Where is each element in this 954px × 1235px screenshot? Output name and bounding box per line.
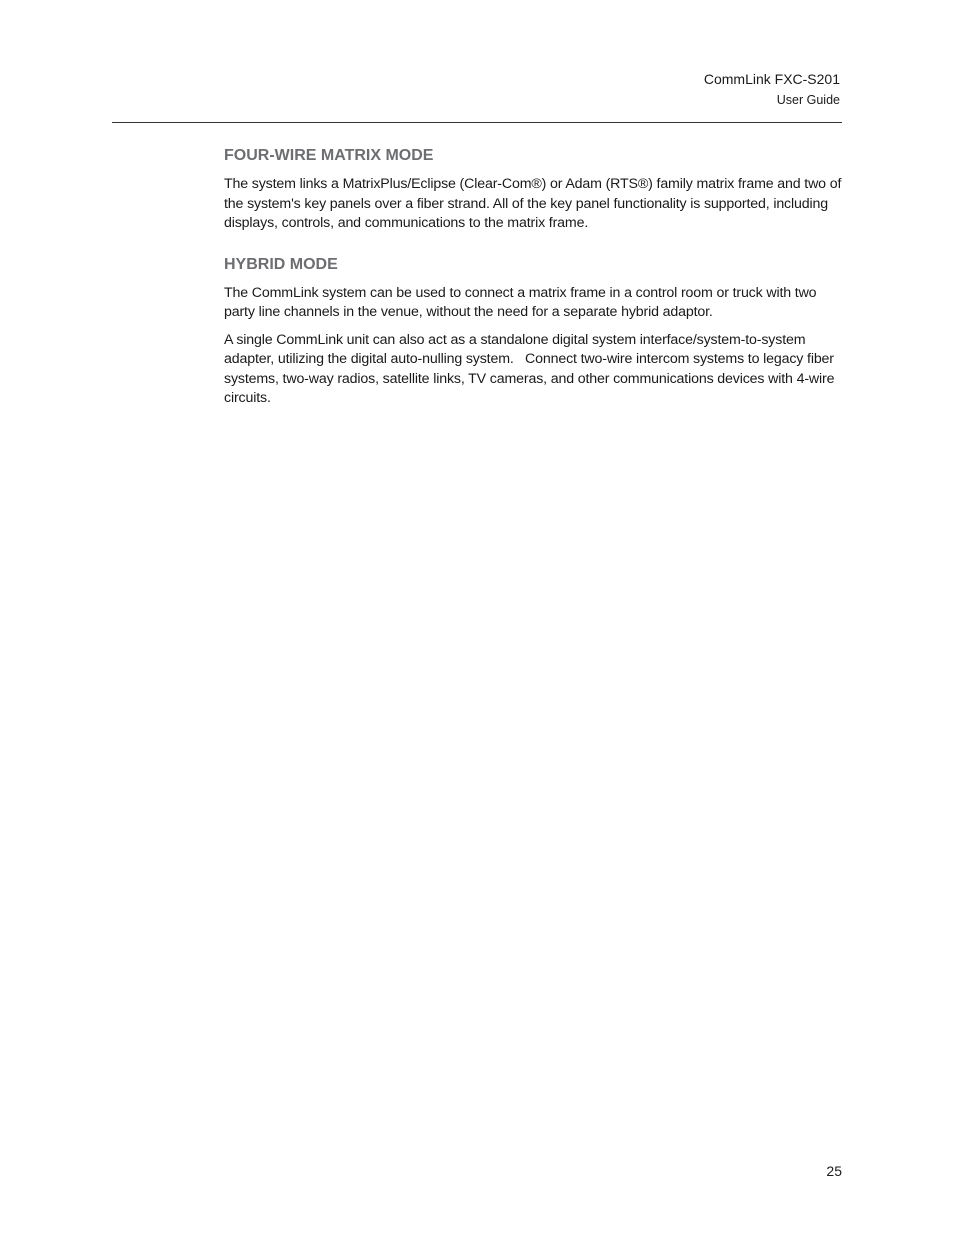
paragraph: A single CommLink unit can also act as a standalone digital system interface/system-to-system adapter, utilizing the digital auto-nulling system. Connect two-wire intercom systems to legacy fiber systems, two-way radios, satellite links, TV cameras, and other communications devices with 4-wire circuits. <box>224 331 839 406</box>
paragraph: The CommLink system can be used to connect a matrix frame in a control room or truck with two party line channels in the venue, without the need for a separate hybrid adaptor. <box>224 284 817 320</box>
header-divider <box>112 122 842 123</box>
section-four-wire-matrix-mode <box>224 146 844 234</box>
running-header <box>704 70 840 109</box>
page-number: 25 <box>826 1163 842 1179</box>
paragraph: The system links a MatrixPlus/Eclipse (Clear-Com®) or Adam (RTS®) family matrix frame and two of the system's key panels over a fiber strand. All of the key panel functionality is supported, including displays, controls, and communications to the matrix frame. <box>224 176 842 231</box>
document-subtitle: User Guide <box>776 93 840 107</box>
section-hybrid-mode <box>224 255 844 409</box>
section-heading: HYBRID MODE <box>224 255 338 273</box>
section-heading: FOUR-WIRE MATRIX MODE <box>224 147 434 164</box>
page-content <box>224 146 844 409</box>
document-title: CommLink FXC-S201 <box>703 71 840 87</box>
